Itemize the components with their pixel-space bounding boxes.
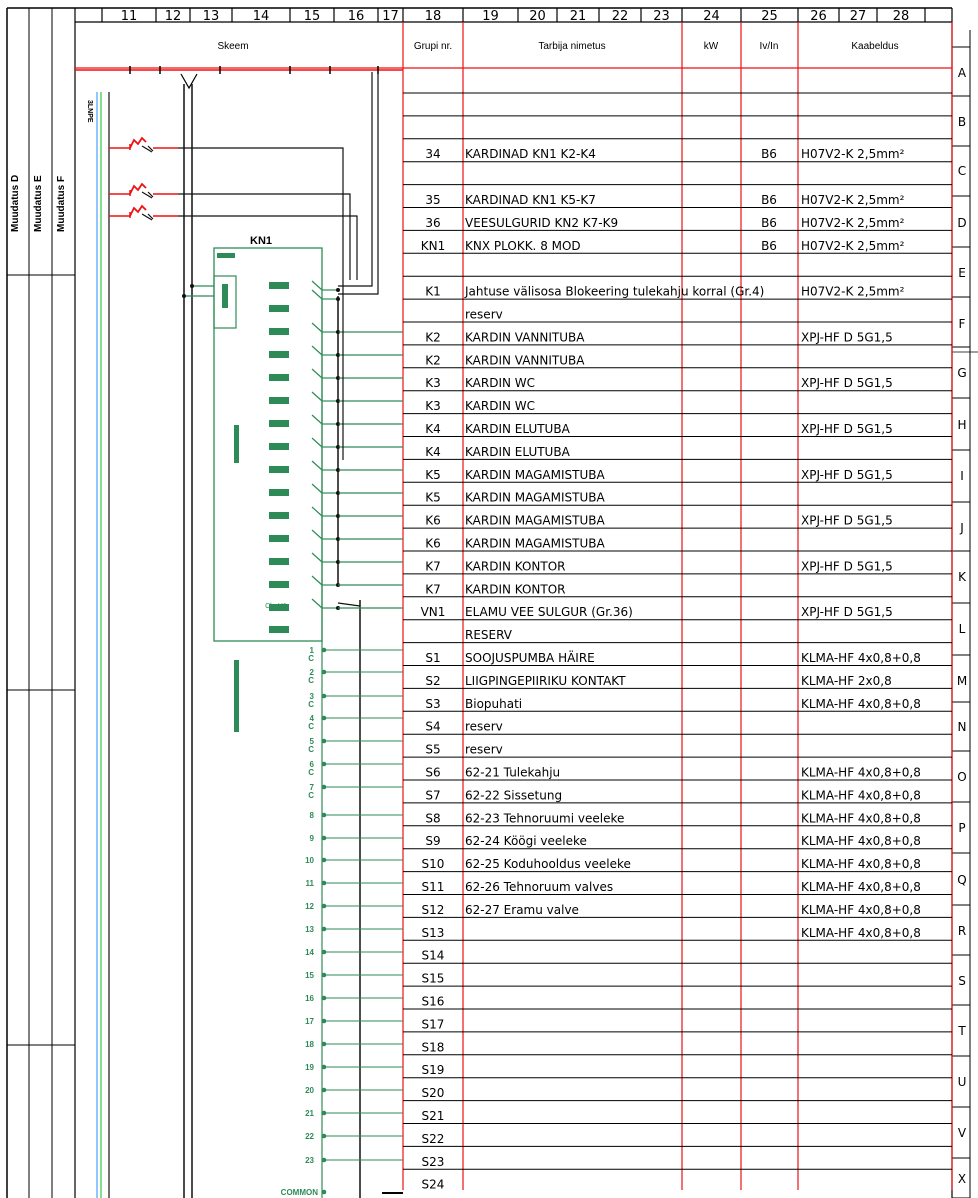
consumer-name: 62-24 Köögi veeleke: [465, 834, 587, 849]
revision-label: Muudatus D: [10, 174, 21, 232]
group-number: K4: [425, 422, 441, 436]
module-led: [217, 253, 235, 258]
cable-type: XPJ-HF D 5G1,5: [801, 513, 893, 528]
terminal-label: 17: [305, 1017, 314, 1026]
cable-type: KLMA-HF 4x0,8+0,8: [801, 811, 921, 826]
terminal-label: C: [308, 654, 314, 663]
breaker-rating: B6: [761, 238, 777, 253]
table-row: [425, 285, 904, 299]
consumer-name: KARDIN MAGAMISTUBA: [465, 467, 605, 482]
cable-type: KLMA-HF 4x0,8+0,8: [801, 696, 921, 711]
consumer-name: KARDIN KONTOR: [465, 582, 566, 597]
group-number: K1: [425, 284, 441, 299]
cable-type: XPJ-HF D 5G1,5: [801, 330, 893, 345]
consumer-name: KARDIN MAGAMISTUBA: [465, 490, 605, 505]
cable-type: KLMA-HF 4x0,8+0,8: [801, 857, 921, 872]
group-number: K3: [425, 399, 441, 414]
consumer-name: KARDIN ELUTUBA: [465, 444, 570, 459]
consumer-name: reserv: [465, 307, 503, 322]
terminal-label: 12: [305, 902, 314, 911]
relay-led: [269, 489, 289, 496]
row-letter: O: [957, 770, 967, 784]
bus-label: 3LNPE: [86, 100, 93, 123]
row-letter: P: [958, 821, 966, 835]
cable-type: KLMA-HF 4x0,8+0,8: [801, 834, 921, 849]
group-number: K2: [425, 330, 441, 345]
group-number: KN1: [420, 238, 446, 253]
terminal-label: 3: [309, 692, 314, 701]
consumer-name: KARDIN KONTOR: [465, 559, 566, 574]
group-number: S18: [421, 1040, 445, 1055]
header-tarbija: Tarbija nimetus: [538, 41, 606, 52]
group-number: K7: [425, 582, 441, 597]
group-number: S11: [421, 880, 445, 894]
consumer-name: 62-25 Koduhooldus veeleke: [465, 857, 631, 872]
consumer-name: SOOJUSPUMBA HÄIRE: [465, 651, 595, 665]
relay-led: [269, 282, 289, 289]
group-number: S24: [421, 1177, 445, 1192]
relay-led: [269, 443, 289, 450]
row-letter: G: [957, 366, 967, 380]
table-row: [465, 628, 513, 642]
header-kaabeldus: Kaabeldus: [851, 41, 899, 52]
row-letter: C: [957, 164, 967, 178]
group-number: K5: [425, 490, 441, 505]
group-number: S22: [421, 1131, 445, 1146]
header-skeem: Skeem: [217, 41, 249, 52]
terminal-label: C: [308, 768, 314, 777]
consumer-name: KNX PLOKK. 8 MOD: [465, 238, 581, 253]
row-letter: J: [960, 521, 964, 535]
relay-led: [269, 420, 289, 427]
column-number: 26: [810, 9, 827, 24]
relay-led: [269, 397, 289, 404]
column-number: 25: [761, 9, 778, 24]
consumer-name: KARDIN WC: [465, 376, 536, 391]
terminal-dot: [322, 1190, 327, 1195]
group-number: S14: [421, 948, 445, 963]
consumer-name: reserv: [465, 742, 503, 757]
group-number: S13: [421, 925, 445, 940]
terminal-label: 8: [309, 811, 314, 820]
group-number: S9: [425, 834, 441, 849]
consumer-name: KARDIN MAGAMISTUBA: [465, 513, 605, 528]
terminal-label: 15: [305, 971, 314, 980]
table-row: [422, 1040, 445, 1054]
table-row: [425, 720, 502, 734]
group-number: S17: [421, 1017, 445, 1032]
table-row: [425, 743, 502, 757]
column-number: 27: [849, 9, 867, 24]
cable-type: XPJ-HF D 5G1,5: [801, 605, 893, 620]
terminal-label: 10: [305, 856, 314, 865]
group-number: K2: [425, 353, 441, 368]
group-number: S23: [421, 1154, 445, 1169]
consumer-name: KARDIN MAGAMISTUBA: [465, 536, 605, 551]
relay-led: [269, 374, 289, 381]
module-label: KN1: [250, 235, 273, 247]
row-letter: M: [956, 674, 968, 688]
cable-type: KLMA-HF 4x0,8+0,8: [801, 880, 921, 894]
cable-type: XPJ-HF D 5G1,5: [801, 376, 893, 391]
cable-type: KLMA-HF 2x0,8: [801, 673, 892, 688]
terminal-label: 4: [309, 714, 314, 723]
junction-dot: [182, 294, 186, 298]
terminal-label: 11: [305, 879, 314, 888]
group-number: K3: [425, 376, 441, 391]
common-label: COMMON: [280, 1188, 318, 1197]
column-number: 11: [120, 9, 138, 24]
table-row: [422, 1109, 445, 1123]
group-number: S5: [425, 742, 441, 757]
column-number: 18: [424, 9, 442, 24]
group-number: S7: [425, 788, 441, 803]
cable-type: KLMA-HF 4x0,8+0,8: [801, 902, 921, 917]
column-number: 21: [569, 9, 587, 24]
table-row: [422, 1086, 445, 1100]
group-number: VN1: [420, 605, 446, 620]
revision-label: Muudatus E: [33, 175, 44, 232]
relay-led: [269, 535, 289, 542]
column-number: 23: [653, 9, 670, 24]
consumer-name: RESERV: [465, 628, 513, 643]
row-letter: R: [957, 924, 967, 938]
terminal-label: 6: [309, 760, 314, 769]
relay-led: [269, 328, 289, 335]
group-number: S12: [421, 902, 445, 917]
breaker-rating: B6: [761, 147, 777, 162]
relay-led: [269, 466, 289, 473]
junction-dot: [190, 284, 194, 288]
column-number: 12: [164, 9, 182, 24]
cable-type: H07V2-K 2,5mm²: [801, 147, 905, 162]
consumer-name: KARDIN WC: [465, 399, 536, 414]
status-bar: [234, 425, 239, 463]
consumer-name: VEESULGURID KN2 K7-K9: [465, 215, 619, 230]
consumer-name: ELAMU VEE SULGUR (Gr.36): [465, 605, 633, 620]
row-letter: S: [958, 974, 966, 988]
column-number: 13: [202, 9, 220, 24]
row-letter: I: [960, 469, 964, 483]
table-row: [422, 1178, 445, 1192]
column-number: 20: [529, 9, 546, 24]
consumer-name: 62-23 Tehnoruumi veeleke: [465, 811, 625, 826]
header-grupi-nr: Grupi nr.: [413, 41, 453, 52]
terminal-label: C: [308, 722, 314, 731]
relay-led: [269, 558, 289, 565]
terminal-label: C: [308, 791, 314, 800]
group-number: 35: [425, 193, 441, 207]
consumer-name: KARDIN VANNITUBA: [465, 330, 585, 345]
channel-label: Ch. H1: [265, 603, 287, 610]
cable-type: H07V2-K 2,5mm²: [801, 215, 905, 230]
relay-led: [269, 581, 289, 588]
group-number: S8: [425, 811, 441, 826]
terminal-label: C: [308, 676, 314, 685]
row-letter: X: [957, 1172, 967, 1186]
terminal-label: 23: [305, 1156, 314, 1165]
cable-type: XPJ-HF D 5G1,5: [801, 559, 893, 574]
cable-type: H07V2-K 2,5mm²: [801, 238, 905, 253]
power-supply-bar: [222, 284, 228, 308]
relay-led: [269, 626, 289, 633]
terminal-label: 2: [309, 668, 314, 677]
row-letter: F: [958, 317, 966, 331]
row-letter: T: [958, 1024, 966, 1038]
cable-type: H07V2-K 2,5mm²: [801, 284, 905, 299]
relay-led: [269, 512, 289, 519]
terminal-label: 14: [305, 948, 314, 957]
consumer-name: KARDINAD KN1 K2-K4: [465, 147, 596, 162]
column-number: 17: [382, 9, 399, 24]
consumer-name: 62-21 Tulekahju: [465, 765, 561, 780]
cable-type: H07V2-K 2,5mm²: [801, 193, 905, 207]
group-number: K6: [425, 513, 441, 528]
table-row: [422, 972, 445, 986]
table-row: [422, 995, 445, 1009]
breaker-rating: B6: [761, 215, 777, 230]
table-row: [422, 1155, 445, 1169]
row-letter: H: [957, 418, 967, 432]
column-number: 22: [611, 9, 629, 24]
terminal-label: 18: [305, 1040, 314, 1049]
group-number: S4: [425, 719, 441, 734]
table-row: [465, 308, 503, 322]
cable-type: XPJ-HF D 5G1,5: [801, 467, 893, 482]
table-row: [422, 1017, 445, 1031]
header-kw: kW: [703, 41, 719, 52]
group-number: K7: [425, 559, 441, 574]
terminal-label: C: [308, 700, 314, 709]
cable-type: KLMA-HF 4x0,8+0,8: [801, 651, 921, 665]
revision-label: Muudatus F: [56, 175, 67, 232]
terminal-label: 21: [305, 1109, 314, 1118]
group-number: S19: [421, 1063, 445, 1078]
terminal-label: 20: [305, 1086, 314, 1095]
column-number: 24: [703, 9, 720, 24]
group-number: S1: [425, 651, 441, 665]
cable-type: XPJ-HF D 5G1,5: [801, 422, 893, 436]
column-number: 28: [892, 9, 910, 24]
group-number: S3: [425, 696, 441, 711]
terminal-label: 7: [309, 783, 314, 792]
relay-led: [269, 351, 289, 358]
consumer-name: KARDIN ELUTUBA: [465, 422, 570, 436]
row-letter: N: [957, 720, 967, 734]
group-number: S10: [421, 857, 445, 872]
group-number: K4: [425, 444, 441, 459]
breaker-rating: B6: [761, 193, 777, 207]
cable-type: KLMA-HF 4x0,8+0,8: [801, 925, 921, 940]
consumer-name: 62-26 Tehnoruum valves: [465, 880, 614, 894]
column-number: 14: [252, 9, 270, 24]
table-row: [422, 1063, 445, 1077]
table-row: [422, 1132, 445, 1146]
header-in: Iv/In: [759, 41, 779, 52]
consumer-name: KARDINAD KN1 K5-K7: [465, 193, 596, 207]
terminal-label: 1: [309, 646, 314, 655]
row-letter: Q: [957, 873, 967, 887]
terminal-label: 5: [309, 737, 314, 746]
consumer-name: LIIGPINGEPIIRIKU KONTAKT: [465, 673, 626, 688]
group-number: K6: [425, 536, 441, 551]
terminal-label: 19: [305, 1063, 314, 1072]
row-letter: V: [957, 1126, 967, 1140]
group-number: S21: [421, 1109, 445, 1123]
row-letter: A: [957, 66, 967, 80]
terminal-label: 22: [305, 1132, 314, 1141]
status-bar: [234, 660, 239, 732]
group-number: S16: [421, 994, 445, 1009]
row-letter: U: [957, 1075, 967, 1089]
group-number: 34: [425, 147, 441, 162]
column-number: 19: [482, 9, 499, 24]
row-letter: E: [958, 266, 966, 280]
row-letter: D: [957, 216, 967, 230]
table-row: [422, 949, 445, 963]
consumer-name: 62-22 Sissetung: [465, 788, 563, 803]
row-letter: K: [958, 570, 966, 584]
consumer-name: Biopuhati: [465, 696, 523, 711]
cable-type: KLMA-HF 4x0,8+0,8: [801, 788, 921, 803]
group-number: S15: [421, 971, 445, 986]
group-number: K5: [425, 467, 441, 482]
row-letter: B: [957, 115, 967, 129]
terminal-label: 16: [305, 994, 314, 1003]
terminal-label: 9: [309, 834, 314, 843]
cable-type: KLMA-HF 4x0,8+0,8: [801, 765, 921, 780]
column-number: 16: [347, 9, 365, 24]
consumer-name: KARDIN VANNITUBA: [465, 353, 585, 368]
consumer-name: Jahtuse välisosa Blokeering tulekahju korral (Gr.4): [465, 284, 765, 299]
column-number: 15: [303, 9, 321, 24]
group-number: S6: [425, 765, 441, 780]
row-letter: L: [958, 622, 966, 636]
consumer-name: 62-27 Eramu valve: [465, 902, 579, 917]
group-number: 36: [425, 215, 441, 230]
consumer-name: reserv: [465, 719, 503, 734]
terminal-label: C: [308, 745, 314, 754]
group-number: S20: [421, 1086, 445, 1101]
group-number: S2: [425, 673, 441, 688]
relay-led: [269, 305, 289, 312]
terminal-label: 13: [305, 925, 314, 934]
